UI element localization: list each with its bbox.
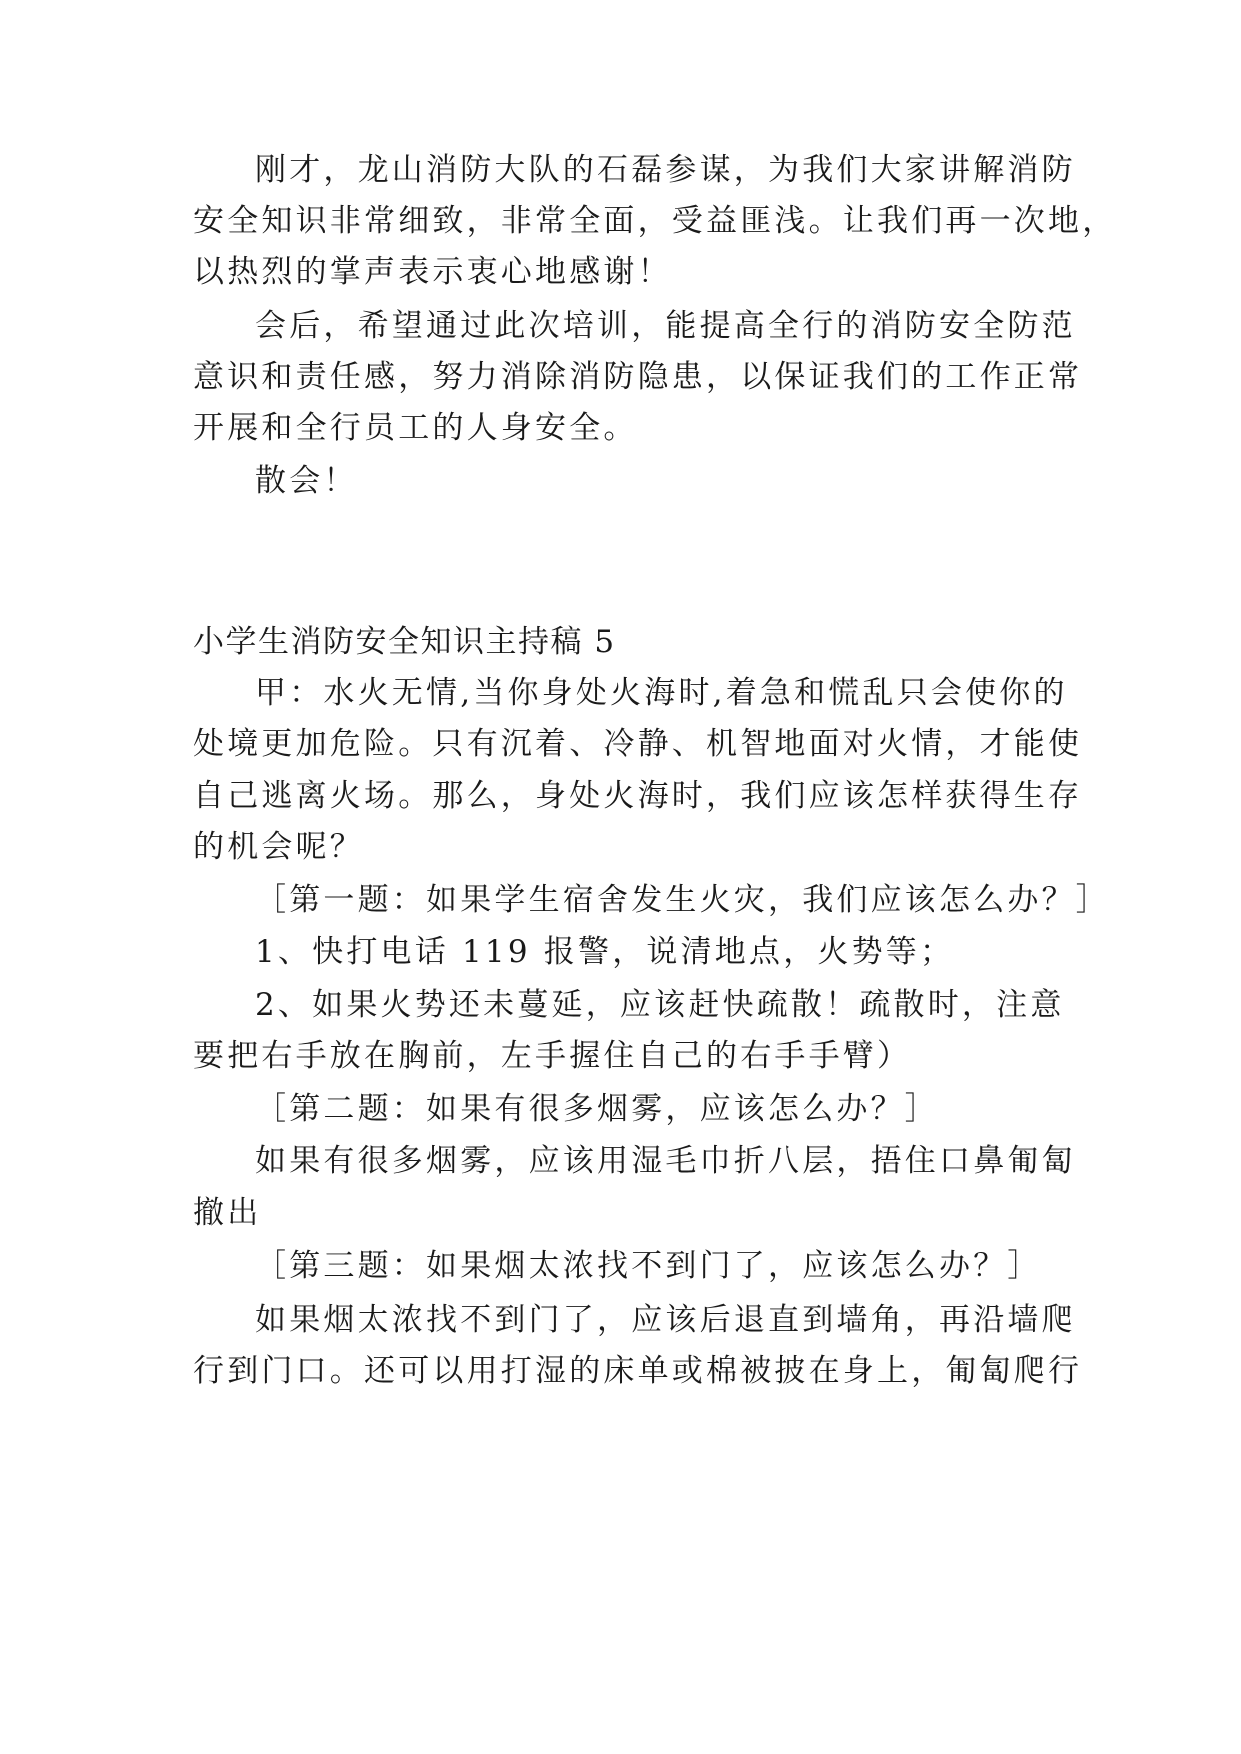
text-line: 散会！ [255,463,358,499]
text-line: 如果烟太浓找不到门了，应该后退直到墙角，再沿墙爬 [255,1302,1076,1338]
text-line: 1、快打电话 119 报警，说清地点，火势等； [255,934,955,970]
section-heading: 小学生消防安全知识主持稿 5 [193,624,616,660]
text-line: ［第二题：如果有很多烟雾，应该怎么办？］ [255,1091,939,1127]
text-line: ［第一题：如果学生宿舍发生火灾，我们应该怎么办？］ [255,882,1110,918]
text-line: 会后，希望通过此次培训，能提高全行的消防安全防范 [255,308,1076,344]
text-line: 的机会呢？ [193,829,364,865]
text-line: 自己逃离火场。那么，身处火海时，我们应该怎样获得生存 [193,778,1083,814]
text-line: 如果有很多烟雾，应该用湿毛巾折八层，捂住口鼻匍匐 [255,1143,1076,1179]
text-line: 安全知识非常细致，非常全面，受益匪浅。让我们再一次地， [193,203,1117,239]
text-line: 要把右手放在胸前，左手握住自己的右手手臂） [193,1038,912,1074]
text-line: ［第三题：如果烟太浓找不到门了，应该怎么办？］ [255,1248,1042,1284]
text-line: 行到门口。还可以用打湿的床单或棉被披在身上，匍匐爬行 [193,1353,1083,1389]
text-line: 甲：水火无情,当你身处火海时,着急和慌乱只会使你的 [255,675,1068,711]
text-line: 意识和责任感，努力消除消防隐患，以保证我们的工作正常 [193,359,1083,395]
text-line: 撤出 [193,1195,262,1231]
text-line: 处境更加危险。只有沉着、冷静、机智地面对火情，才能使 [193,726,1083,762]
text-line: 以热烈的掌声表示衷心地感谢！ [193,254,672,290]
text-line: 开展和全行员工的人身安全。 [193,410,638,446]
text-line: 刚才，龙山消防大队的石磊参谋，为我们大家讲解消防 [255,152,1076,188]
text-line: 2、如果火势还未蔓延，应该赶快疏散！疏散时，注意 [255,987,1065,1023]
